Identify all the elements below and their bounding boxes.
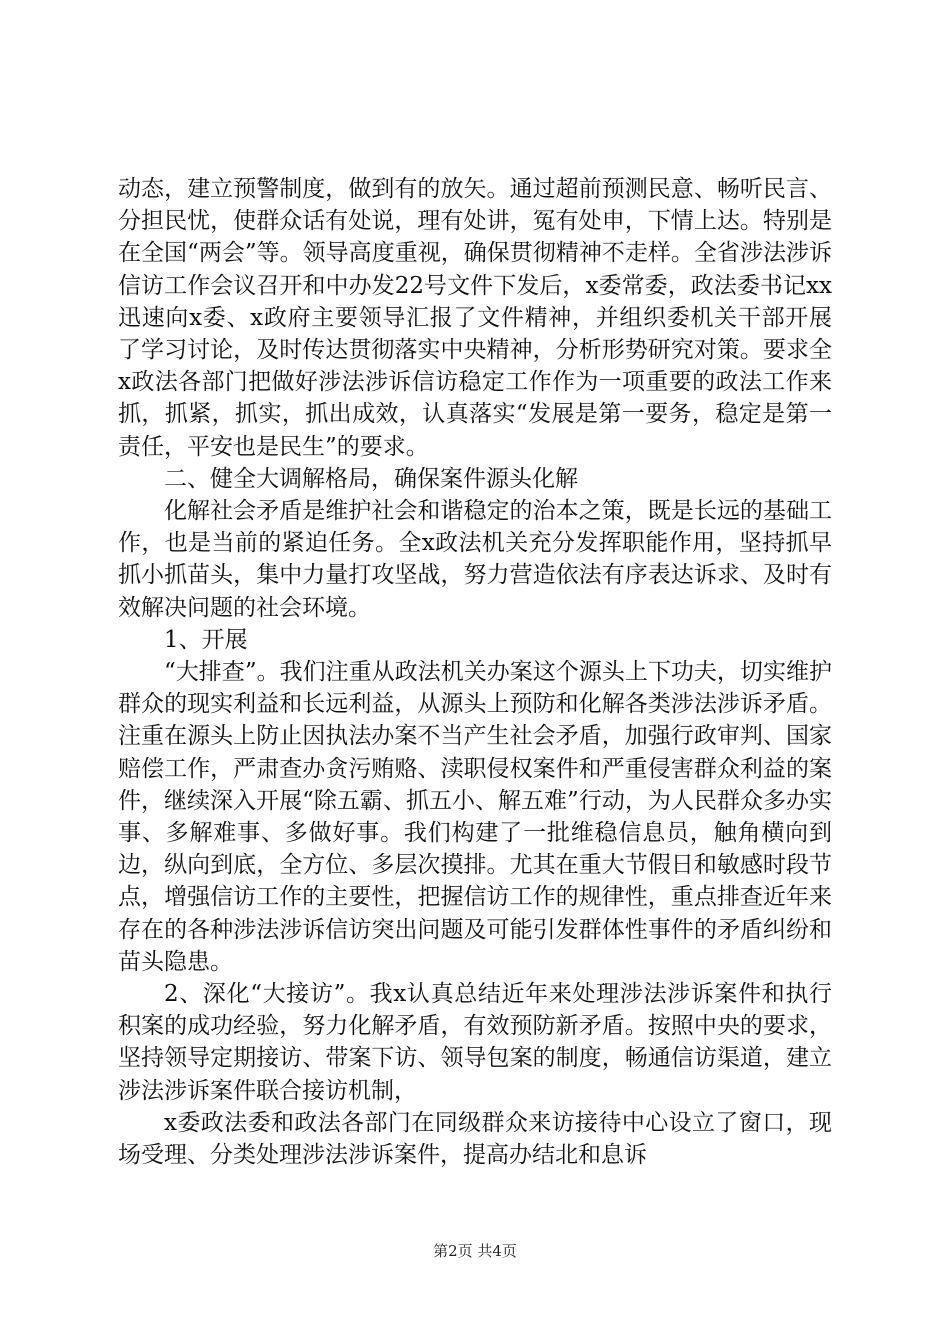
paragraph: 2、深化“大接访”。我x认真总结近年来处理涉法涉诉案件和执行积案的成功经验，努力化解矛盾，有效预防新矛盾。按照中央的要求，坚持领导定期接访、带案下访、领导包案的制度，畅通信访渠道，建立涉法涉诉案件联合接访机制， [118, 981, 832, 1104]
paragraph: 化解社会矛盾是维护社会和谐稳定的治本之策，既是长远的基础工作，也是当前的紧迫任务。全x政法机关充分发挥职能作用，坚持抓早抓小抓苗头，集中力量打攻坚战，努力营造依法有序表达诉求、及时有效解决问题的社会环境。 [118, 498, 832, 621]
paragraph: x委政法委和政法各部门在同级群众来访接待中心设立了窗口，现场受理、分类处理涉法涉诉案件，提高办结北和息诉 [118, 1109, 832, 1169]
page-footer: 第2页 共4页 [433, 1242, 517, 1260]
paragraph: “大排查”。我们注重从政法机关办案这个源头上下功夫，切实维护群众的现实利益和长远利益，从源头上预防和化解各类涉法涉诉矛盾。注重在源头上防止因执法办案不当产生社会矛盾，加强行政审判、国家赔偿工作，严肃查办贪污贿赂、渎职侵权案件和严重侵害群众利益的案件，继续深入开展“除五霸、抓五小、解五难”行动，为人民群众多办实事、多解难事、多做好事。我们构建了一批维稳信息员，触角横向到边，纵向到底，全方位、多层次摸排。尤其在重大节假日和敏感时段节点，增强信访工作的主要性，把握信访工作的规律性，重点排查近年来存在的各种涉法涉诉信访突出问题及可能引发群体性事件的矛盾纠纷和苗头隐患。 [118, 659, 832, 975]
subsection-heading: 1、开展 [164, 626, 248, 653]
document-body [118, 173, 832, 1171]
paragraph-continuation: 动态，建立预警制度，做到有的放矢。通过超前预测民意、畅听民言、分担民忧，使群众话有处说，理有处讲，冤有处申，下情上达。特别是在全国“两会”等。领导高度重视，确保贯彻精神不走样。全省涉法涉诉信访工作会议召开和中办发22号文件下发后，x委常委，政法委书记xx迅速向x委、x政府主要领导汇报了文件精神，并组织委机关干部开展了学习讨论，及时传达贯彻落实中央精神，分析形势研究对策。要求全x政法各部门把做好涉法涉诉信访稳定工作作为一项重要的政法工作来抓，抓紧，抓实，抓出成效，认真落实“发展是第一要务，稳定是第一责任，平安也是民生”的要求。 [118, 176, 832, 460]
section-heading: 二、健全大调解格局，确保案件源头化解 [164, 465, 578, 492]
